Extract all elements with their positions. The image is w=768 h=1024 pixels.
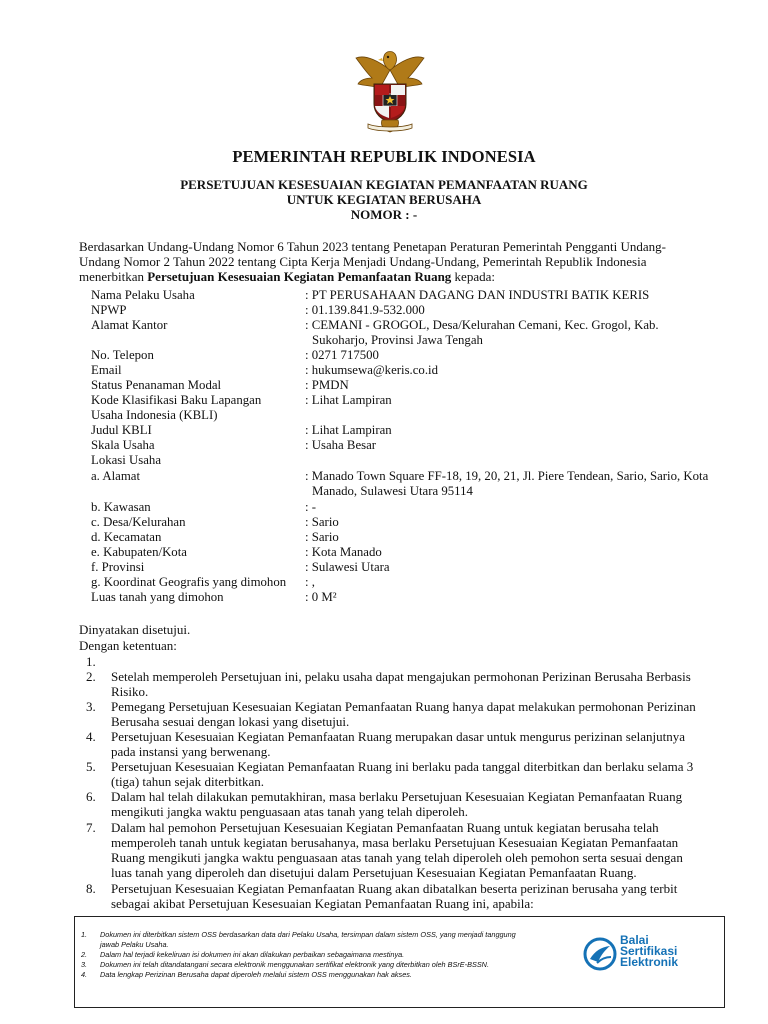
- field-label: Alamat Kantor: [91, 318, 168, 332]
- field-value-continuation: Manado, Sulawesi Utara 95114: [312, 484, 473, 498]
- intro-paragraph: [79, 239, 699, 284]
- field-value: : 0271 717500: [305, 348, 379, 362]
- field-label-continuation: Usaha Indonesia (KBLI): [91, 408, 218, 422]
- item-text: Dalam hal pemohon Persetujuan Kesesuaian Kegiatan Pemanfaatan Ruang untuk kegiatan berusaha telah: [111, 820, 659, 835]
- bse-logo-text: [620, 935, 678, 968]
- field-label: Skala Usaha: [91, 438, 155, 452]
- item-number: 7.: [86, 820, 96, 835]
- item-number: 2.: [86, 669, 96, 684]
- field-value: : Lihat Lampiran: [305, 423, 392, 437]
- field-label: Lokasi Usaha: [91, 453, 162, 467]
- footer-note-number: 1.: [81, 930, 88, 939]
- intro-line1: Berdasarkan Undang-Undang Nomor 6 Tahun 2023 tentang Penetapan Peraturan Pemerintah Pengganti Undang-: [79, 239, 666, 254]
- footer-note-number: 2.: [81, 950, 88, 959]
- intro-line3-suffix: kepada:: [451, 269, 495, 284]
- approval-statement: Dinyatakan disetujui.: [79, 622, 191, 637]
- field-value: : PMDN: [305, 378, 349, 392]
- field-value: : 01.139.841.9-532.000: [305, 303, 425, 317]
- field-value: : Sario: [305, 530, 339, 544]
- bse-logo-line3: Elektronik: [620, 955, 679, 969]
- document-title-line1: PERSETUJUAN KESESUAIAN KEGIATAN PEMANFAATAN RUANG: [180, 177, 588, 192]
- field-label: Status Penanaman Modal: [91, 378, 222, 392]
- item-text: Pemegang Persetujuan Kesesuaian Kegiatan Pemanfaatan Ruang hanya dapat melakukan permohonan Perizinan: [111, 699, 696, 714]
- field-value-continuation: Sukoharjo, Provinsi Jawa Tengah: [312, 333, 483, 347]
- document-number: NOMOR : -: [350, 207, 418, 222]
- item-text: Persetujuan Kesesuaian Kegiatan Pemanfaatan Ruang merupakan dasar untuk mengurus perizinan selanjutnya: [111, 729, 685, 744]
- item-text: memperoleh tanah untuk kegiatan berusahanya, masa berlaku Persetujuan Kesesuaian Kegiatan Pemanfaatan: [111, 835, 679, 850]
- document-title-line2: UNTUK KEGIATAN BERUSAHA: [286, 192, 482, 207]
- field-value: : -: [305, 500, 317, 514]
- item-text: Setelah memperoleh Persetujuan ini, pelaku usaha dapat mengajukan permohonan Perizinan Berusaha Berbasis: [111, 669, 691, 684]
- item-number: 1.: [86, 654, 96, 669]
- government-heading: PEMERINTAH REPUBLIK INDONESIA: [232, 147, 536, 166]
- intro-line3: [79, 269, 699, 284]
- field-value: : Manado Town Square FF-18, 19, 20, 21, Jl. Piere Tendean, Sario, Sario, Kota: [305, 469, 709, 483]
- field-value: : 0 M²: [305, 590, 337, 604]
- item-text: mengikuti jangka waktu penguasaan atas tanah yang telah diperoleh.: [111, 804, 469, 819]
- item-text: Berusaha sesuai dengan lokasi yang disetujui.: [111, 714, 350, 729]
- field-label: Judul KBLI: [91, 423, 152, 437]
- item-text: luas tanah yang diperoleh dan disetujui dalam Persetujuan Kesesuaian Kegiatan Pemanfaatan Ruang.: [111, 865, 637, 880]
- field-value: : PT PERUSAHAAN DAGANG DAN INDUSTRI BATIK KERIS: [305, 288, 650, 302]
- item-text: Persetujuan Kesesuaian Kegiatan Pemanfaatan Ruang akan dibatalkan beserta perizinan berusaha yang terbit: [111, 881, 678, 896]
- field-label: d. Kecamatan: [91, 530, 162, 544]
- bse-logo-line1: Balai: [620, 933, 649, 947]
- field-value: : Sario: [305, 515, 339, 529]
- field-value: : Sulawesi Utara: [305, 560, 390, 574]
- item-number: 4.: [86, 729, 96, 744]
- field-value: : ,: [305, 575, 315, 589]
- terms-intro: Dengan ketentuan:: [79, 638, 177, 653]
- field-value: : hukumsewa@keris.co.id: [305, 363, 438, 377]
- item-text: Risiko.: [111, 684, 149, 699]
- item-number: 3.: [86, 699, 96, 714]
- field-label: Luas tanah yang dimohon: [91, 590, 224, 604]
- item-text: sebagai akibat Persetujuan Kesesuaian Kegiatan Pemanfaatan Ruang ini, apabila:: [111, 896, 534, 911]
- bsre-logo-icon: [583, 937, 617, 971]
- footer-note-text: Dokumen ini diterbitkan sistem OSS berdasarkan data dari Pelaku Usaha, tersimpan dalam sistem OSS, yang menjadi tanggung: [100, 930, 516, 939]
- footer-note-text: Dalam hal terjadi kekeliruan isi dokumen ini akan dilakukan perbaikan sebagaimana mestinya.: [100, 950, 405, 959]
- item-number: 8.: [86, 881, 96, 896]
- field-label: No. Telepon: [91, 348, 154, 362]
- footer-note-text: Data lengkap Perizinan Berusaha dapat diperoleh melalui sistem OSS menggunakan hak akses.: [100, 970, 412, 979]
- field-value: : Lihat Lampiran: [305, 393, 392, 407]
- field-value: : CEMANI - GROGOL, Desa/Kelurahan Cemani, Kec. Grogol, Kab.: [305, 318, 659, 332]
- field-label: Nama Pelaku Usaha: [91, 288, 195, 302]
- field-label: c. Desa/Kelurahan: [91, 515, 186, 529]
- field-label: a. Alamat: [91, 469, 141, 483]
- field-label: g. Koordinat Geografis yang dimohon: [91, 575, 287, 589]
- item-text: Dalam hal telah dilakukan pemutakhiran, masa berlaku Persetujuan Kesesuaian Kegiatan Pemanfaatan Ruang: [111, 789, 683, 804]
- bse-logo: [583, 935, 713, 987]
- item-text: Ruang mengikuti jangka waktu penguasaan atas tanah yang telah diperoleh oleh pemohon serta sesuai dengan: [111, 850, 683, 865]
- intro-line2: Undang Nomor 2 Tahun 2022 tentang Cipta Kerja Menjadi Undang-Undang, Pemerintah Republik Indonesia: [79, 254, 647, 269]
- field-label: Email: [91, 363, 122, 377]
- field-label: NPWP: [91, 303, 127, 317]
- field-value: : Kota Manado: [305, 545, 382, 559]
- intro-line3-bold: Persetujuan Kesesuaian Kegiatan Pemanfaatan Ruang: [147, 269, 452, 284]
- footer-note-number: 4.: [81, 970, 88, 979]
- field-label: e. Kabupaten/Kota: [91, 545, 187, 559]
- item-text: pada instansi yang berwenang.: [111, 744, 271, 759]
- item-number: 5.: [86, 759, 96, 774]
- footer-note-text: Dokumen ini telah ditandatangani secara elektronik menggunakan sertifikat elektronik yang diterbitkan oleh BSrE-BSSN.: [100, 960, 489, 969]
- footer-note-text: jawab Pelaku Usaha.: [100, 940, 169, 949]
- footer-note-number: 3.: [81, 960, 88, 969]
- field-value: : Usaha Besar: [305, 438, 377, 452]
- bse-logo-line2: Sertifikasi: [620, 944, 678, 958]
- intro-line3-prefix: menerbitkan: [79, 269, 148, 284]
- item-number: 6.: [86, 789, 96, 804]
- field-label: Kode Klasifikasi Baku Lapangan: [91, 393, 262, 407]
- item-text: (tiga) tahun sejak diterbitkan.: [111, 774, 265, 789]
- field-label: b. Kawasan: [91, 500, 151, 514]
- footer-notes-box: [74, 916, 725, 1008]
- garuda-emblem-icon: [352, 48, 428, 134]
- item-text: Persetujuan Kesesuaian Kegiatan Pemanfaatan Ruang ini berlaku pada tanggal diterbitkan dan berlaku selama 3: [111, 759, 694, 774]
- field-label: f. Provinsi: [91, 560, 145, 574]
